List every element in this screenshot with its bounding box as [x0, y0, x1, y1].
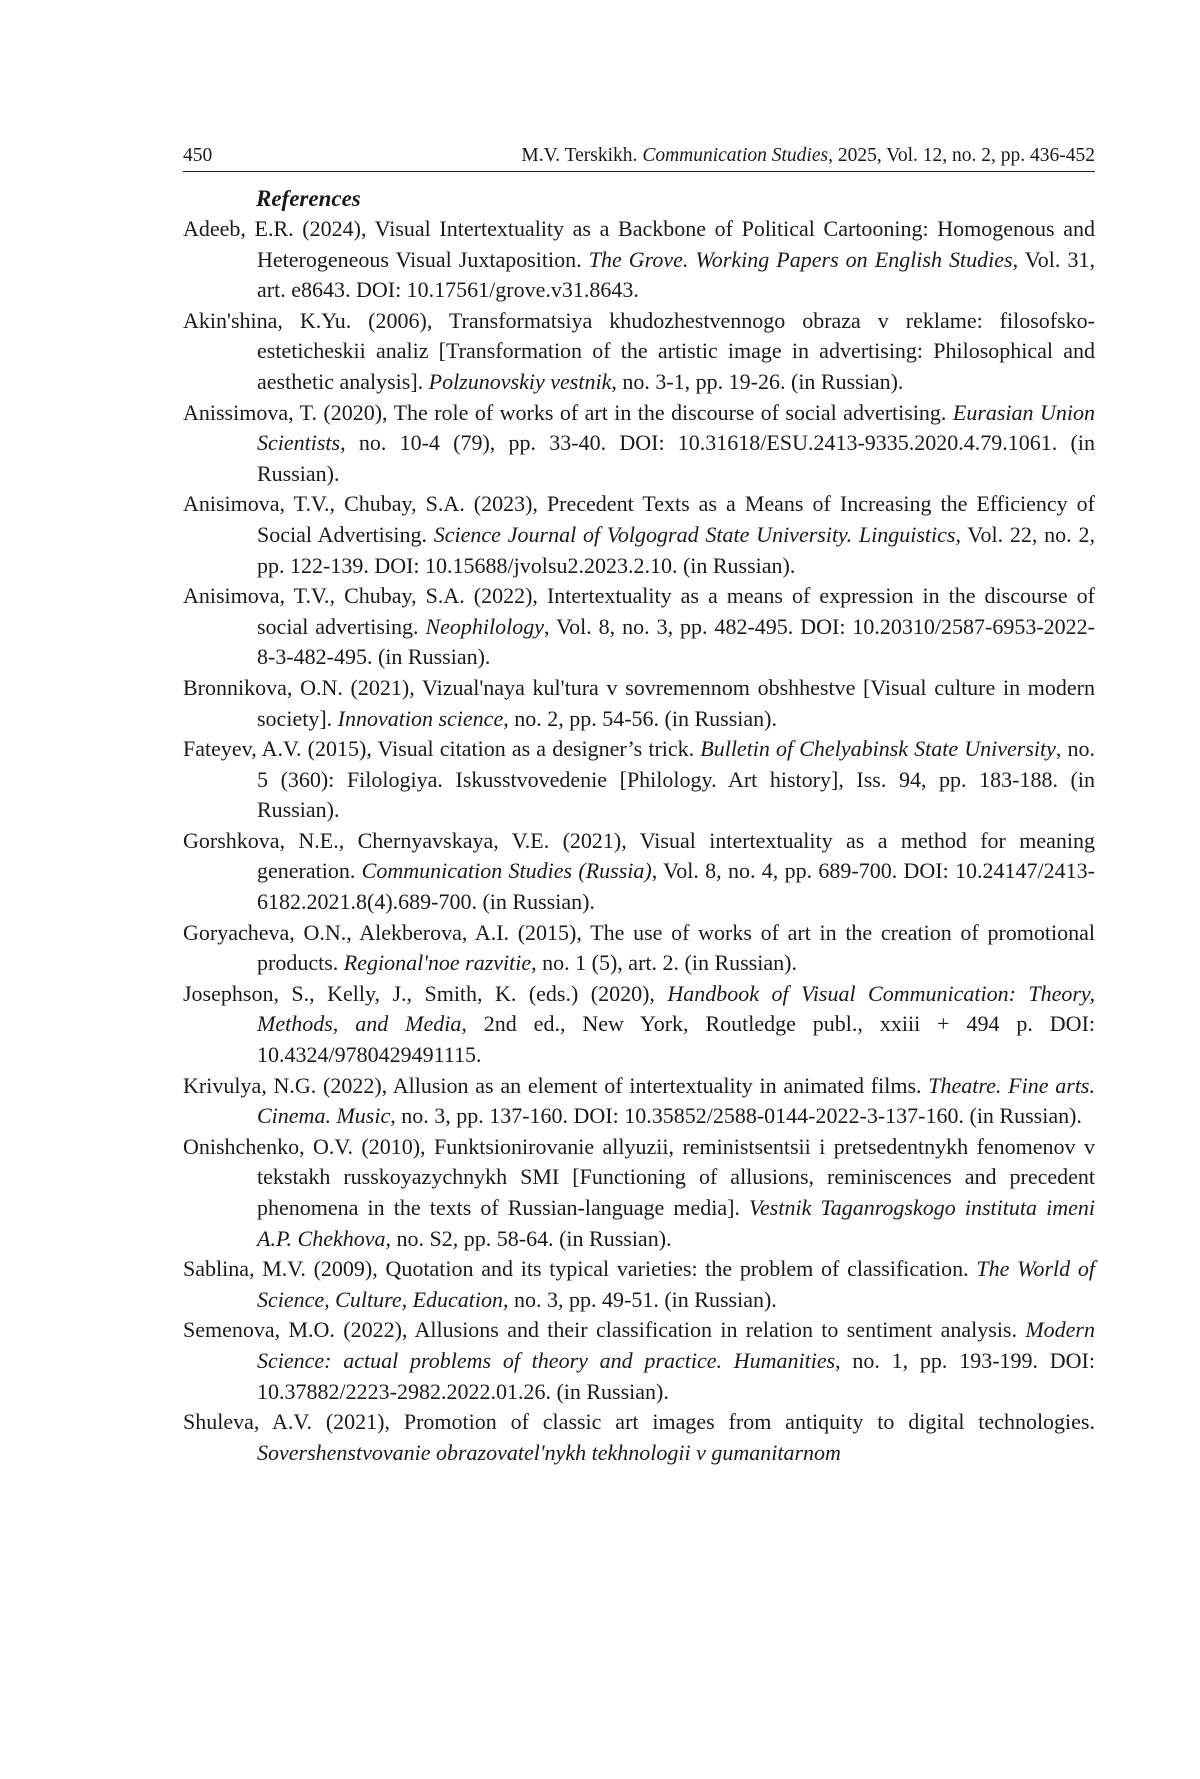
reference-item: Fateyev, A.V. (2015), Visual citation as a designer’s trick. Bulletin of Chelyabinsk State University, no. 5 (360): Filologiya. Iskusstvovedenie [Philology. Art history], Iss. 94, pp. 183-188. (in Russian).	[183, 736, 1096, 823]
running-citation	[521, 144, 1095, 168]
reference-item: Krivulya, N.G. (2022), Allusion as an element of intertextuality in animated films. Theatre. Fine arts. Cinema. Music, no. 3, pp. 137-160. DOI: 10.35852/2588-0144-2022-3-137-160. (in Russian).	[183, 1072, 1095, 1129]
running-journal: Communication Studies	[642, 145, 829, 166]
reference-list	[183, 214, 1095, 1468]
reference-item: Anisimova, T.V., Chubay, S.A. (2023), Precedent Texts as a Means of Increasing the Efficiency of Social Advertising. Science Journal of Volgograd State University. Linguistics, Vol. 22, no. 2, pp. 122-139. DOI: 10.15688/jvolsu2.2023.2.10. (in Russian).	[183, 491, 1095, 578]
reference-item: Bronnikova, O.N. (2021), Vizual'naya kul'tura v sovremennom obshhestve [Visual culture in modern society]. Innovation science, no. 2, pp. 54-56. (in Russian).	[183, 674, 1095, 731]
running-author: M.V. Terskikh.	[521, 145, 643, 166]
section-title: References	[256, 186, 361, 211]
reference-item: Gorshkova, N.E., Chernyavskaya, V.E. (2021), Visual intertextuality as a method for meaning generation. Communication Studies (Russia), Vol. 8, no. 4, pp. 689-700. DOI: 10.24147/2413-6182.2021.8(4).689-700. (in Russian).	[183, 827, 1095, 915]
reference-item: Sablina, M.V. (2009), Quotation and its typical varieties: the problem of classification. The World of Science, Culture, Education, no. 3, pp. 49-51. (in Russian).	[183, 1256, 1096, 1312]
reference-item: Anissimova, T. (2020), The role of works of art in the discourse of social advertising. Eurasian Union Scientists, no. 10-4 (79), pp. 33-40. DOI: 10.31618/ESU.2413-9335.2020.4.79.1061. (in Russian).	[183, 399, 1095, 486]
reference-item: Semenova, M.O. (2022), Allusions and their classification in relation to sentiment analysis. Modern Science: actual problems of theory and practice. Humanities, no. 1, pp. 193-199. DOI: 10.37882/2223-2982.2022.01.26. (in Russian).	[183, 1317, 1095, 1404]
page-number: 450	[183, 145, 213, 166]
reference-item: Shuleva, A.V. (2021), Promotion of classic art images from antiquity to digital technologies. Sovershenstvovanie obrazovatel'nykh tekhnologii v gumanitarnom	[183, 1409, 1095, 1465]
reference-item: Anisimova, T.V., Chubay, S.A. (2022), Intertextuality as a means of expression in the discourse of social advertising. Neophilology, Vol. 8, no. 3, pp. 482-495. DOI: 10.20310/2587-6953-2022-8-3-482-495. (in Russian).	[183, 583, 1095, 670]
reference-item: Josephson, S., Kelly, J., Smith, K. (eds.) (2020), Handbook of Visual Communication: Theory, Methods, and Media, 2nd ed., New York, Routledge publ., xxiii + 494 p. DOI: 10.4324/9780429491115.	[183, 980, 1096, 1068]
running-head	[183, 144, 1095, 172]
reference-item: Goryacheva, O.N., Alekberova, A.I. (2015), The use of works of art in the creation of promotional products. Regional'noe razvitie, no. 1 (5), art. 2. (in Russian).	[183, 919, 1095, 976]
reference-item: Akin'shina, K.Yu. (2006), Transformatsiya khudozhestvennogo obraza v reklame: filosofsko-esteticheskii analiz [Transformation of the artistic image in advertising: Philosophical and aesthetic analysis]. Polzunovskiy vestnik, no. 3-1, pp. 19-26. (in Russian).	[183, 307, 1095, 394]
page	[183, 144, 1095, 1468]
reference-item: Onishchenko, O.V. (2010), Funktsionirovanie allyuzii, reministsentsii i pretsedentnykh fenomenov v tekstakh russkoyazychnykh SMI [Functioning of allusions, reminiscences and precedent phenomena in the texts of Russian-language media]. Vestnik Taganrogskogo instituta imeni A.P. Chekhova, no. S2, pp. 58-64. (in Russian).	[183, 1133, 1095, 1251]
running-volume: , 2025, Vol. 12, no. 2, pp. 436-452	[828, 145, 1095, 166]
reference-item: Adeeb, E.R. (2024), Visual Intertextuality as a Backbone of Political Cartooning: Homogenous and Heterogeneous Visual Juxtaposition. The Grove. Working Papers on English Studies, Vol. 31, art. e8643. DOI: 10.17561/grove.v31.8643.	[183, 216, 1095, 303]
